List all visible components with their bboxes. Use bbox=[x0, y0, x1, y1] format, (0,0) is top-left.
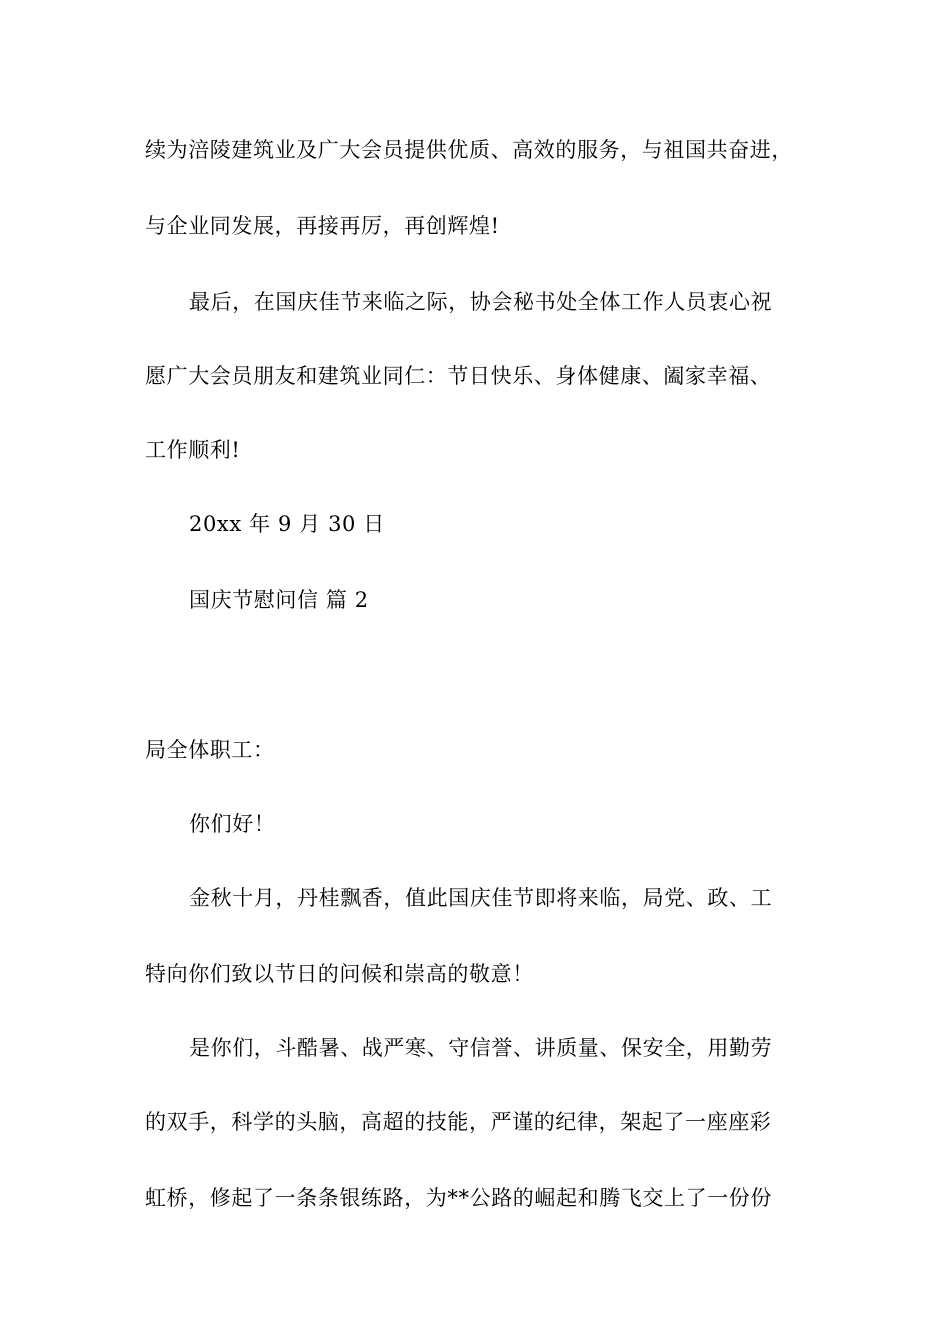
body-text-line: 工作顺利! bbox=[145, 438, 241, 462]
body-text-line: 续为涪陵建筑业及广大会员提供优质、高效的服务，与祖国共奋进， bbox=[145, 138, 793, 162]
body-text-line: 与企业同发展，再接再厉，再创辉煌! bbox=[145, 214, 500, 238]
paragraph-closing-line: 最后，在国庆佳节来临之际，协会秘书处全体工作人员衷心祝 bbox=[189, 290, 773, 314]
body-text-line: 特向你们致以节日的问候和崇高的敬意！ bbox=[145, 962, 534, 986]
body-text-line: 的双手，科学的头脑，高超的技能，严谨的纪律，架起了一座座彩 bbox=[145, 1110, 772, 1134]
salutation: 局全体职工： bbox=[145, 738, 275, 762]
body-text-line: 虹桥，修起了一条条银练路，为**公路的崛起和腾飞交上了一份份 bbox=[145, 1186, 772, 1210]
body-text-line: 金秋十月，丹桂飘香，值此国庆佳节即将来临，局党、政、工 bbox=[189, 886, 773, 910]
greeting: 你们好！ bbox=[189, 812, 276, 836]
section-title: 国庆节慰问信 篇 2 bbox=[189, 588, 369, 612]
body-text-line: 愿广大会员朋友和建筑业同仁：节日快乐、身体健康、阖家幸福、 bbox=[145, 364, 772, 388]
body-text-line: 是你们，斗酷暑、战严寒、守信誉、讲质量、保安全，用勤劳 bbox=[189, 1036, 773, 1060]
letter-date: 20xx 年 9 月 30 日 bbox=[189, 512, 385, 536]
